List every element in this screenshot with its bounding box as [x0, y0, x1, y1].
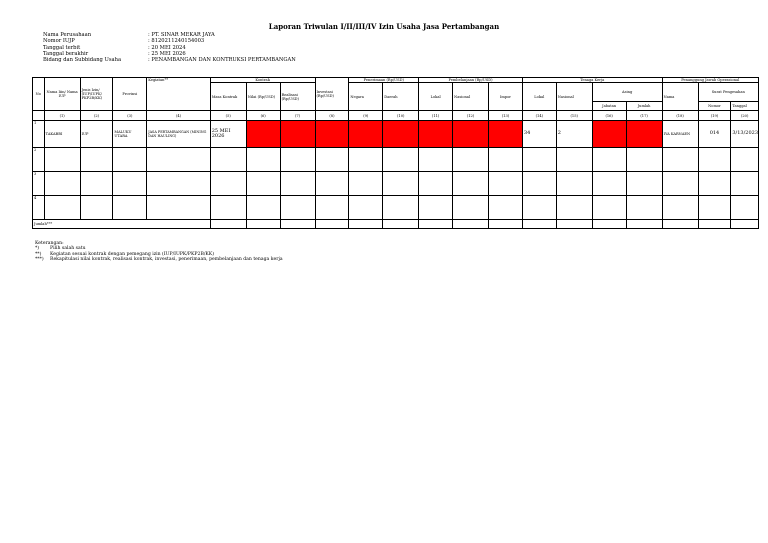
header-jumlah: Jumlah — [626, 102, 662, 111]
row-lokal-cell — [419, 121, 453, 148]
header-negara: Negara — [349, 83, 383, 111]
header-nama: Nama — [662, 83, 698, 111]
notes-heading: Keterangan: — [35, 241, 64, 246]
header-tanggal: Tanggal — [731, 102, 759, 111]
table-row — [33, 121, 759, 148]
info-row-company-name: Nama Perusahaan : PT. SINAR MEKAR JAYA — [43, 32, 215, 38]
header-kegiatan: Kegiatan** — [147, 78, 210, 111]
header-pembelanjaan: Pembelanjaan (Rp/USD) — [419, 78, 523, 83]
row-jabatan-cell — [592, 121, 626, 148]
col-number: (20) — [731, 111, 759, 121]
col-number: (11) — [419, 111, 453, 121]
col-number: (13) — [489, 111, 523, 121]
header-asing: Asing — [592, 83, 662, 102]
row-negara-cell — [349, 121, 383, 148]
row-pj-tanggal: 3/13/2023 — [731, 121, 759, 148]
col-number: (17) — [626, 111, 662, 121]
header-investasi: Investasi (Rp/USD) — [315, 78, 349, 111]
col-number: (14) — [522, 111, 556, 121]
row-realisasi-cell — [280, 121, 315, 148]
row-tk-nasional: 2 — [556, 121, 592, 148]
table-row — [33, 196, 759, 220]
table-row — [33, 172, 759, 196]
row-provinsi: MALUKU UTARA — [113, 121, 147, 148]
info-row-business-field: Bidang dan Subbidang Usaha : PENAMBANGAN DAN KONTRUKSI PERTAMBANGAN — [43, 57, 296, 64]
header-no: No — [33, 78, 45, 111]
row-nama-iup: TAKABBI — [44, 121, 80, 148]
header-nomor: Nomor — [698, 102, 731, 111]
row-jumlah-cell — [626, 121, 662, 148]
col-number: (10) — [383, 111, 419, 121]
company-info — [43, 32, 296, 63]
col-number: (4) — [147, 111, 210, 121]
note-item: ***) Rekapitulasi nilai kontrak, realisasi kontrak, investasi, penerimaan, pembelanjaan dan tenaga kerja — [35, 256, 283, 262]
header-provinsi: Provinsi — [113, 78, 147, 111]
col-number: (8) — [315, 111, 349, 121]
col-number: (15) — [556, 111, 592, 121]
row-nasional-cell — [453, 121, 489, 148]
info-row-expiry-date: Tanggal berakhir : 25 MEI 2026 — [43, 50, 186, 57]
header-nama-iup: Nama Iiin/ Nama IUP — [44, 78, 80, 111]
col-number: (7) — [280, 111, 315, 121]
header-jabatan: Jabatan — [592, 102, 626, 111]
header-impor: Impor — [489, 83, 523, 111]
header-daerah: Daerah — [383, 83, 419, 111]
header-lokal: Lokal — [419, 83, 453, 111]
info-row-iujp-number: Nomor IUJP : 8120211240154003 — [43, 38, 205, 45]
report-table — [32, 77, 759, 229]
col-number: (16) — [592, 111, 626, 121]
header-surat-pengesahan: Surat Pengesahan — [698, 83, 758, 102]
total-label: Jumlah*** — [33, 220, 211, 229]
row-no: 1 — [33, 121, 45, 148]
table-row — [33, 148, 759, 172]
row-investasi-cell — [315, 121, 349, 148]
col-number: (12) — [453, 111, 489, 121]
row-impor-cell — [489, 121, 523, 148]
header-kontrak: Kontrak — [210, 78, 315, 83]
row-daerah-cell — [383, 121, 419, 148]
row-masa-kontrak: 25 MEI 2026 — [210, 121, 246, 148]
header-tk-lokal: Lokal — [522, 83, 556, 111]
col-number: (2) — [80, 111, 113, 121]
note-item: **) Kegiatan sesuai kontrak dengan pemegang izin (IUP/IUPK/PKP2B/KK) — [35, 251, 215, 257]
header-realisasi: Realisasi (Rp/USD) — [280, 83, 315, 111]
col-number: (9) — [349, 111, 383, 121]
col-number: (5) — [210, 111, 246, 121]
column-number-row — [33, 111, 759, 121]
header-penanggung-jawab: Penanggung Jawab Operasional — [662, 78, 758, 83]
header-nasional: Nasional — [453, 83, 489, 111]
col-number: (3) — [113, 111, 147, 121]
row-pj-nomor: 014 — [698, 121, 731, 148]
header-penerimaan: Penerimaan (Rp/USD) — [349, 78, 419, 83]
total-row — [33, 220, 759, 229]
header-masa-kontrak: Masa Kontrak — [210, 83, 246, 111]
info-row-issue-date: Tanggal terbit : 20 MEI 2024 — [43, 44, 186, 51]
col-number: (6) — [246, 111, 280, 121]
header-nilai: Nilai (Rp/USD) — [246, 83, 280, 111]
header-jenis-izin: Jenis Izin/ (IUP/IUPK/ PKP2B/KK) — [80, 78, 113, 111]
row-kegiatan: JASA PERTAMBANGAN (MINING DAN HAULING) — [147, 121, 210, 148]
col-number: (1) — [44, 111, 80, 121]
row-tk-lokal: 34 — [522, 121, 556, 148]
report-title: Laporan Triwulan I/II/III/IV Izin Usaha Jasa Pertambangan — [268, 22, 500, 31]
row-nilai-cell — [246, 121, 280, 148]
row-jenis-izin: IUP — [80, 121, 113, 148]
row-no: 3 — [33, 172, 45, 196]
col-number: (19) — [698, 111, 731, 121]
notes — [35, 241, 283, 262]
header-tk-nasional: Nasional — [556, 83, 592, 111]
col-number: (18) — [662, 111, 698, 121]
header-tenaga-kerja: Tenaga Kerja — [522, 78, 662, 83]
row-pj-nama: IYA KARNAEN — [662, 121, 698, 148]
row-no: 4 — [33, 196, 45, 220]
note-item: *) Pilih salah satu — [35, 246, 86, 252]
row-no: 2 — [33, 148, 45, 172]
